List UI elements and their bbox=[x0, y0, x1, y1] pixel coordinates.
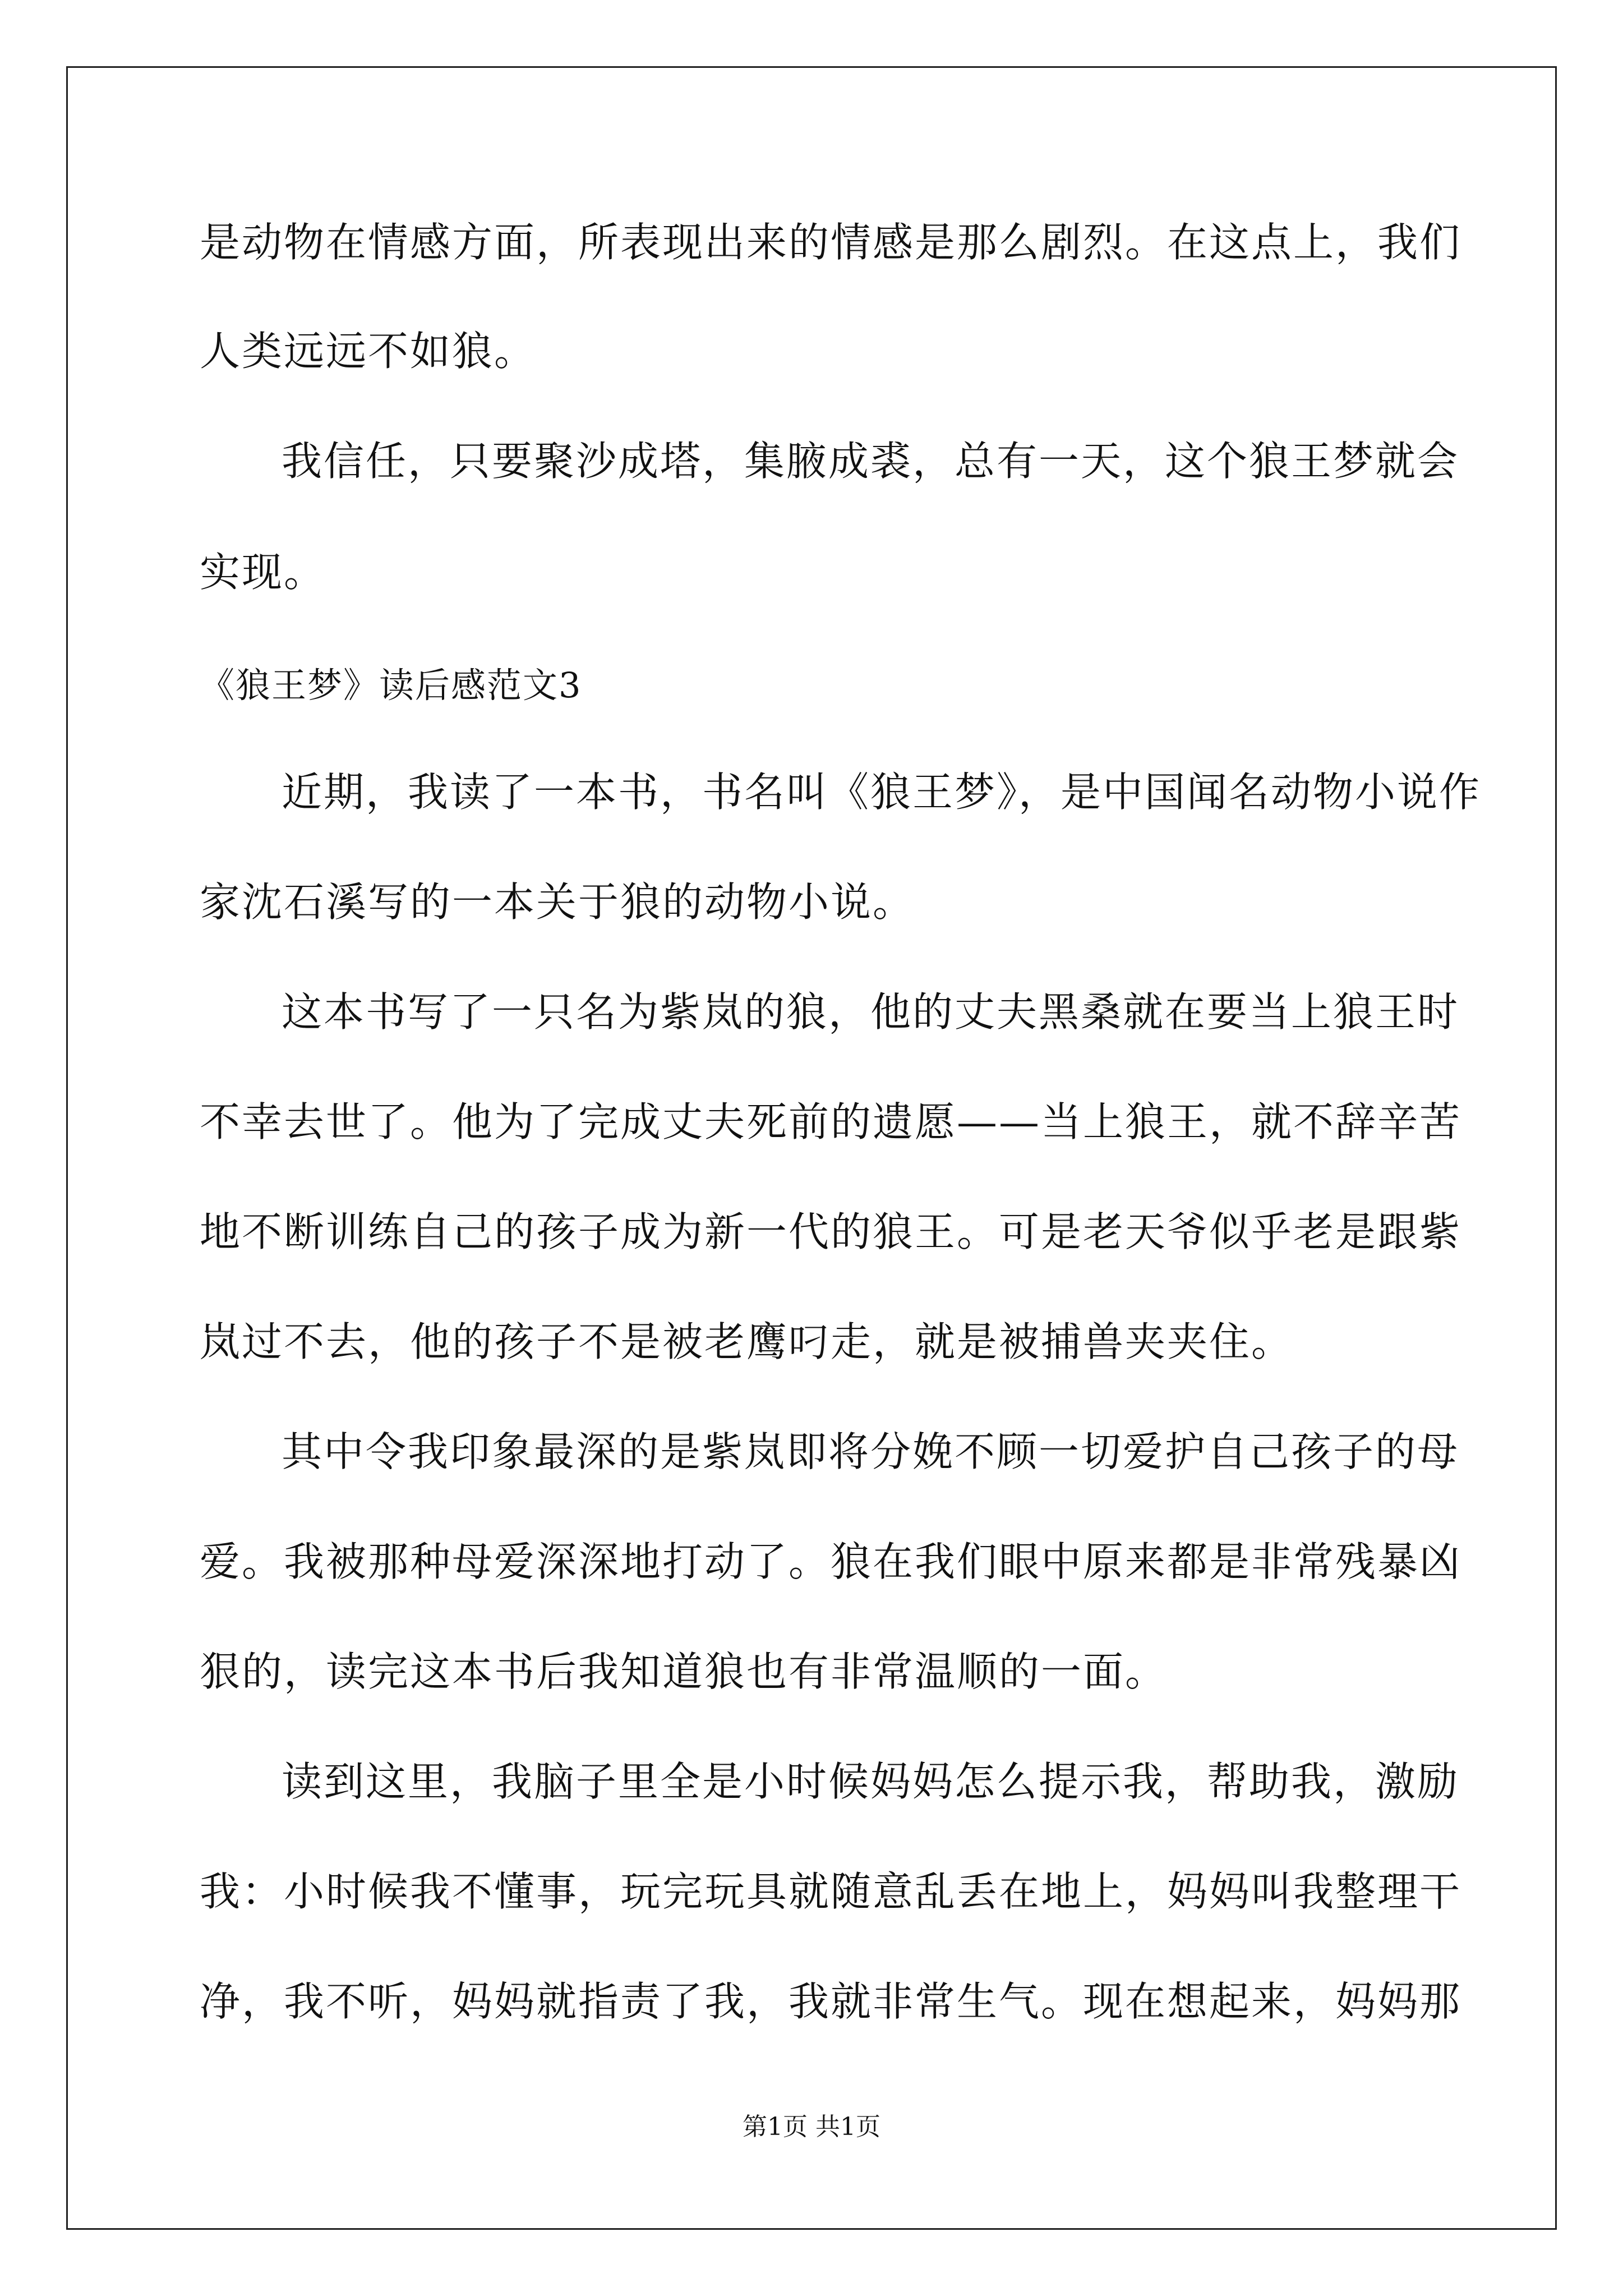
text-line: 狠的，读完这本书后我知道狼也有非常温顺的一面。 bbox=[200, 1648, 1168, 1695]
text-line: 不幸去世了。他为了完成丈夫死前的遗愿——当上狼王，就不辞辛苦 bbox=[200, 1098, 1462, 1145]
text-line: 人类远远不如狼。 bbox=[200, 328, 537, 375]
section-heading: 《狼王梦》读后感范文3 bbox=[200, 665, 582, 706]
text-line: 是动物在情感方面，所表现出来的情感是那么剧烈。在这点上，我们 bbox=[200, 219, 1462, 266]
paragraph-first-line: 我信任，只要聚沙成塔，集腋成裘，总有一天，这个狼王梦就会 bbox=[282, 438, 1460, 485]
text-line: 家沈石溪写的一本关于狼的动物小说。 bbox=[200, 878, 915, 926]
text-line: 爱。我被那种母爱深深地打动了。狼在我们眼中原来都是非常残暴凶 bbox=[200, 1538, 1462, 1585]
text-line: 我：小时候我不懂事，玩完玩具就随意乱丢在地上，妈妈叫我整理干 bbox=[200, 1868, 1462, 1915]
text-line: 净，我不听，妈妈就指责了我，我就非常生气。现在想起来，妈妈那 bbox=[200, 1978, 1462, 2025]
paragraph-first-line: 读到这里，我脑子里全是小时候妈妈怎么提示我，帮助我，激励 bbox=[282, 1758, 1460, 1805]
text-line: 岚过不去，他的孩子不是被老鹰叼走，就是被捕兽夹夹住。 bbox=[200, 1318, 1294, 1365]
page-footer: 第1页 共1页 bbox=[743, 2113, 880, 2141]
text-line: 地不断训练自己的孩子成为新一代的狼王。可是老天爷似乎老是跟紫 bbox=[200, 1208, 1462, 1255]
paragraph-first-line: 这本书写了一只名为紫岚的狼，他的丈夫黑桑就在要当上狼王时 bbox=[282, 988, 1460, 1036]
paragraph-first-line: 近期，我读了一本书，书名叫《狼王梦》，是中国闻名动物小说作 bbox=[282, 769, 1482, 816]
text-line: 实现。 bbox=[200, 549, 326, 596]
paragraph-first-line: 其中令我印象最深的是紫岚即将分娩不顾一切爱护自己孩子的母 bbox=[282, 1428, 1460, 1475]
